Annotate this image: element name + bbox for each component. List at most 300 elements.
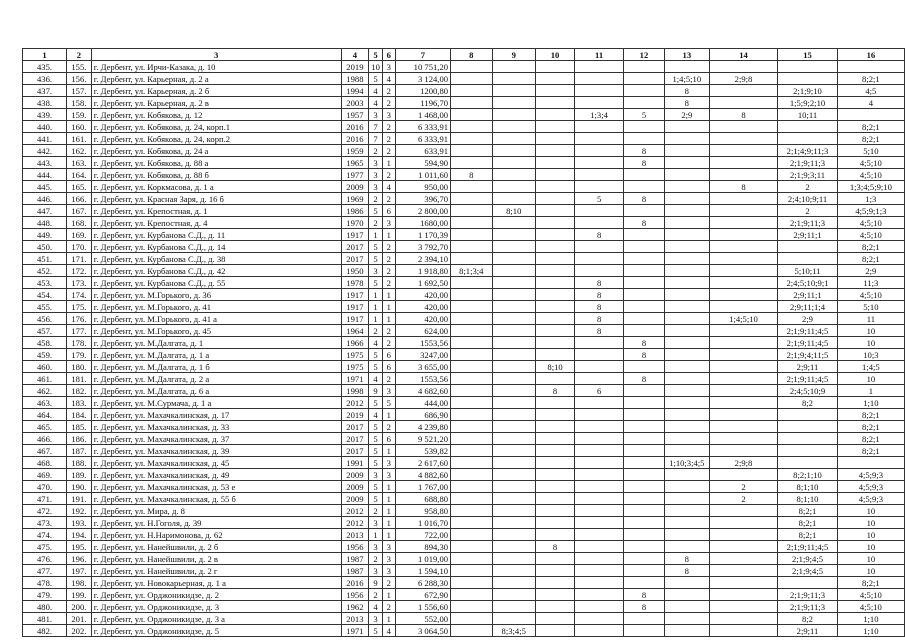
table-cell: 1 xyxy=(382,313,395,325)
table-cell: 1 556,60 xyxy=(395,601,450,613)
table-cell: 473. xyxy=(23,517,67,529)
table-cell xyxy=(535,301,574,313)
table-cell xyxy=(664,325,709,337)
table-cell: 189. xyxy=(67,469,92,481)
table-cell: 442. xyxy=(23,145,67,157)
table-cell xyxy=(664,229,709,241)
table-row xyxy=(23,289,905,301)
table-cell: 446. xyxy=(23,193,67,205)
table-cell: 10 xyxy=(837,553,904,565)
table-cell: 8;2;1 xyxy=(837,445,904,457)
table-row xyxy=(23,613,905,625)
table-cell: 462. xyxy=(23,385,67,397)
table-cell xyxy=(575,421,624,433)
table-cell: 1 xyxy=(382,529,395,541)
table-cell: 463. xyxy=(23,397,67,409)
table-cell: 445. xyxy=(23,181,67,193)
table-cell xyxy=(535,229,574,241)
table-row xyxy=(23,97,905,109)
table-cell: 1;3;4 xyxy=(575,109,624,121)
table-cell xyxy=(492,85,535,97)
table-cell: 2019 xyxy=(341,409,369,421)
table-cell: 8 xyxy=(709,181,778,193)
table-cell xyxy=(709,253,778,265)
table-cell: 1 594,10 xyxy=(395,565,450,577)
table-cell: 2;1;9;3;11 xyxy=(778,169,837,181)
table-row xyxy=(23,61,905,73)
address-cell: г. Дербент, ул. Крепостная, д. 1 xyxy=(91,205,341,217)
address-cell: г. Дербент, ул. Нанейшвили, д. 2 б xyxy=(91,541,341,553)
table-cell xyxy=(575,409,624,421)
table-cell xyxy=(709,625,778,637)
table-cell: 2;1;9;11;4;5 xyxy=(778,325,837,337)
table-cell xyxy=(624,289,665,301)
table-cell xyxy=(664,205,709,217)
table-cell xyxy=(624,481,665,493)
table-cell xyxy=(492,493,535,505)
table-cell: 164. xyxy=(67,169,92,181)
table-cell xyxy=(492,565,535,577)
table-cell: 8;10 xyxy=(492,205,535,217)
table-cell xyxy=(778,73,837,85)
table-cell: 179. xyxy=(67,349,92,361)
table-cell: 2 xyxy=(778,181,837,193)
column-header: 10 xyxy=(535,49,574,61)
column-header: 14 xyxy=(709,49,778,61)
table-cell: 176. xyxy=(67,313,92,325)
table-cell xyxy=(492,541,535,553)
table-cell: 180. xyxy=(67,361,92,373)
table-cell: 2009 xyxy=(341,469,369,481)
table-cell xyxy=(575,613,624,625)
table-cell xyxy=(709,553,778,565)
address-cell: г. Дербент, ул. Махачкалинская, д. 37 xyxy=(91,433,341,445)
table-cell xyxy=(778,421,837,433)
table-row xyxy=(23,481,905,493)
table-cell: 2 xyxy=(382,85,395,97)
table-cell: 162. xyxy=(67,145,92,157)
table-cell: 1975 xyxy=(341,349,369,361)
column-header: 5 xyxy=(369,49,383,61)
table-cell: 3 xyxy=(382,553,395,565)
address-cell: г. Дербент, ул. Кобякова, д. 12 xyxy=(91,109,341,121)
table-cell: 1 xyxy=(382,517,395,529)
address-cell: г. Дербент, ул. Красная Заря, д. 16 б xyxy=(91,193,341,205)
table-cell xyxy=(664,301,709,313)
table-cell: 1 xyxy=(382,229,395,241)
column-header: 12 xyxy=(624,49,665,61)
table-cell: 8;3;4;5 xyxy=(492,625,535,637)
table-cell xyxy=(535,217,574,229)
table-cell: 420,00 xyxy=(395,301,450,313)
table-cell: 2 xyxy=(382,133,395,145)
table-cell: 1 xyxy=(369,229,383,241)
table-cell: 594,90 xyxy=(395,157,450,169)
table-cell: 1956 xyxy=(341,589,369,601)
table-cell: 1959 xyxy=(341,145,369,157)
table-cell: 1 xyxy=(382,409,395,421)
table-cell xyxy=(451,97,492,109)
table-cell: 8 xyxy=(575,277,624,289)
table-cell xyxy=(451,541,492,553)
table-cell xyxy=(535,265,574,277)
table-cell: 2013 xyxy=(341,529,369,541)
table-cell xyxy=(709,133,778,145)
table-cell: 4;5;9;3 xyxy=(837,493,904,505)
table-cell xyxy=(664,385,709,397)
table-cell xyxy=(492,121,535,133)
table-cell xyxy=(624,565,665,577)
table-cell xyxy=(492,361,535,373)
table-cell xyxy=(535,277,574,289)
table-cell xyxy=(575,337,624,349)
table-cell: 722,00 xyxy=(395,529,450,541)
table-header xyxy=(23,49,905,61)
table-cell: 4;5;10 xyxy=(837,217,904,229)
table-cell: 186. xyxy=(67,433,92,445)
table-cell: 10;3 xyxy=(837,349,904,361)
table-cell: 4 xyxy=(382,181,395,193)
table-cell xyxy=(492,193,535,205)
table-cell: 3 xyxy=(369,265,383,277)
table-cell xyxy=(575,433,624,445)
table-row xyxy=(23,553,905,565)
table-cell: 1553,56 xyxy=(395,337,450,349)
address-cell: г. Дербент, ул. Нанейшвили, д. 2 в xyxy=(91,553,341,565)
column-header: 16 xyxy=(837,49,904,61)
table-cell xyxy=(535,493,574,505)
table-cell: 4 239,80 xyxy=(395,421,450,433)
table-cell xyxy=(535,241,574,253)
address-cell: г. Дербент, ул. М.Далгата, д. 1 а xyxy=(91,349,341,361)
table-cell xyxy=(624,325,665,337)
table-cell: 8 xyxy=(624,589,665,601)
table-cell: 461. xyxy=(23,373,67,385)
table-cell xyxy=(664,445,709,457)
table-cell xyxy=(492,145,535,157)
table-cell: 2 xyxy=(369,217,383,229)
table-cell: 5 xyxy=(369,433,383,445)
address-cell: г. Дербент, ул. Махачкалинская, д. 55 б xyxy=(91,493,341,505)
table-cell: 8 xyxy=(709,109,778,121)
table-cell: 2;9;11;1 xyxy=(778,289,837,301)
table-cell xyxy=(535,325,574,337)
table-cell xyxy=(451,253,492,265)
table-cell xyxy=(535,349,574,361)
table-cell xyxy=(664,193,709,205)
table-cell: 1 170,39 xyxy=(395,229,450,241)
table-cell: 672,90 xyxy=(395,589,450,601)
column-header: 11 xyxy=(575,49,624,61)
table-cell xyxy=(535,481,574,493)
table-cell xyxy=(492,337,535,349)
table-cell: 8;2;1 xyxy=(837,421,904,433)
table-row xyxy=(23,169,905,181)
table-cell: 1991 xyxy=(341,457,369,469)
table-cell: 199. xyxy=(67,589,92,601)
table-row xyxy=(23,409,905,421)
table-cell: 2 xyxy=(369,589,383,601)
table-cell: 1 692,50 xyxy=(395,277,450,289)
table-cell xyxy=(492,409,535,421)
table-cell xyxy=(778,121,837,133)
table-cell xyxy=(778,433,837,445)
table-cell: 5 xyxy=(369,421,383,433)
table-cell xyxy=(451,73,492,85)
table-cell xyxy=(709,217,778,229)
table-cell: 1;4;5;10 xyxy=(709,313,778,325)
table-cell: 172. xyxy=(67,265,92,277)
table-cell: 2012 xyxy=(341,517,369,529)
table-cell xyxy=(492,433,535,445)
table-cell: 184. xyxy=(67,409,92,421)
table-cell: 2;1;9;11;3 xyxy=(778,589,837,601)
table-cell: 2 xyxy=(709,481,778,493)
table-cell: 4;5;9;3 xyxy=(837,469,904,481)
table-cell xyxy=(451,121,492,133)
table-cell: 8 xyxy=(535,541,574,553)
table-cell: 8;1;10 xyxy=(778,481,837,493)
table-cell: 3 xyxy=(369,469,383,481)
table-cell: 2 xyxy=(382,253,395,265)
table-cell: 420,00 xyxy=(395,313,450,325)
table-cell xyxy=(575,373,624,385)
table-cell: 1988 xyxy=(341,73,369,85)
table-row xyxy=(23,133,905,145)
table-cell: 200. xyxy=(67,601,92,613)
table-cell xyxy=(709,433,778,445)
table-cell xyxy=(535,469,574,481)
table-cell xyxy=(535,169,574,181)
table-cell xyxy=(624,433,665,445)
table-cell xyxy=(664,433,709,445)
table-cell: 10 xyxy=(837,565,904,577)
table-cell xyxy=(624,205,665,217)
table-cell: 2;9;8 xyxy=(709,73,778,85)
table-cell xyxy=(778,577,837,589)
table-row xyxy=(23,241,905,253)
table-cell: 4 xyxy=(382,73,395,85)
table-cell: 2 xyxy=(382,601,395,613)
table-cell: 2 xyxy=(369,325,383,337)
table-cell: 474. xyxy=(23,529,67,541)
address-cell: г. Дербент, ул. Орджоникидзе, д. 2 xyxy=(91,589,341,601)
table-cell: 1978 xyxy=(341,277,369,289)
address-cell: г. Дербент, ул. Кобякова, д. 24 а xyxy=(91,145,341,157)
table-cell: 3 xyxy=(369,565,383,577)
table-cell xyxy=(535,337,574,349)
table-cell xyxy=(664,505,709,517)
table-cell xyxy=(664,517,709,529)
table-cell: 158. xyxy=(67,97,92,109)
table-cell: 475. xyxy=(23,541,67,553)
table-cell xyxy=(778,253,837,265)
table-cell xyxy=(492,241,535,253)
table-cell: 9 521,20 xyxy=(395,433,450,445)
table-cell xyxy=(575,241,624,253)
table-cell: 1 xyxy=(382,493,395,505)
table-cell: 450. xyxy=(23,241,67,253)
table-cell: 6 333,91 xyxy=(395,133,450,145)
table-cell: 3 xyxy=(369,109,383,121)
table-cell: 633,91 xyxy=(395,145,450,157)
table-cell xyxy=(535,193,574,205)
table-cell: 4;5;10 xyxy=(837,601,904,613)
table-cell: 185. xyxy=(67,421,92,433)
address-cell: г. Дербент, ул. Орджоникидзе, д. 3 xyxy=(91,601,341,613)
table-cell: 1977 xyxy=(341,169,369,181)
table-cell xyxy=(535,589,574,601)
address-cell: г. Дербент, ул. Курбанова С.Д., д. 14 xyxy=(91,241,341,253)
address-cell: г. Дербент, ул. М.Сурмача, д. 1 а xyxy=(91,397,341,409)
table-row xyxy=(23,205,905,217)
table-cell: 10 xyxy=(837,541,904,553)
table-cell xyxy=(451,337,492,349)
table-cell xyxy=(451,229,492,241)
table-cell: 1917 xyxy=(341,229,369,241)
table-cell: 9 xyxy=(369,577,383,589)
table-cell: 2 xyxy=(382,193,395,205)
table-cell: 2 xyxy=(382,277,395,289)
table-cell: 436. xyxy=(23,73,67,85)
table-cell xyxy=(535,289,574,301)
table-cell xyxy=(535,445,574,457)
table-row xyxy=(23,193,905,205)
table-cell: 2 xyxy=(382,121,395,133)
table-cell: 3 792,70 xyxy=(395,241,450,253)
table-cell xyxy=(451,625,492,637)
table-cell: 481. xyxy=(23,613,67,625)
table-cell: 10 xyxy=(837,373,904,385)
table-cell: 1 xyxy=(382,505,395,517)
table-cell xyxy=(624,529,665,541)
table-cell: 8;2;1 xyxy=(837,121,904,133)
table-row xyxy=(23,565,905,577)
table-row xyxy=(23,109,905,121)
table-cell xyxy=(575,493,624,505)
table-cell: 471. xyxy=(23,493,67,505)
table-row xyxy=(23,145,905,157)
table-cell: 2013 xyxy=(341,613,369,625)
table-row xyxy=(23,325,905,337)
table-cell xyxy=(575,217,624,229)
table-row xyxy=(23,313,905,325)
table-cell xyxy=(709,301,778,313)
table-cell xyxy=(451,157,492,169)
table-cell: 4 xyxy=(382,625,395,637)
table-cell xyxy=(451,517,492,529)
table-cell xyxy=(624,181,665,193)
housing-table xyxy=(22,48,905,637)
table-cell: 552,00 xyxy=(395,613,450,625)
address-cell: г. Дербент, ул. Кобякова, д. 88 а xyxy=(91,157,341,169)
table-cell: 2 394,10 xyxy=(395,253,450,265)
table-cell xyxy=(624,457,665,469)
table-cell: 159. xyxy=(67,109,92,121)
table-cell: 454. xyxy=(23,289,67,301)
table-cell: 8 xyxy=(664,85,709,97)
table-cell xyxy=(535,181,574,193)
address-cell: г. Дербент, ул. М.Далгата, д. 1 xyxy=(91,337,341,349)
table-cell xyxy=(575,169,624,181)
table-row xyxy=(23,421,905,433)
address-cell: г. Дербент, ул. Кобякова, д. 24, корп.1 xyxy=(91,121,341,133)
table-cell: 1 xyxy=(382,157,395,169)
table-cell xyxy=(709,361,778,373)
table-cell: 4;5;10 xyxy=(837,289,904,301)
table-cell xyxy=(664,349,709,361)
table-cell xyxy=(709,409,778,421)
table-cell xyxy=(778,457,837,469)
table-cell: 3 xyxy=(369,181,383,193)
table-cell: 477. xyxy=(23,565,67,577)
table-cell: 5 xyxy=(369,253,383,265)
table-cell: 4;5;9;3 xyxy=(837,481,904,493)
table-cell: 8 xyxy=(535,385,574,397)
table-cell xyxy=(575,85,624,97)
address-cell: г. Дербент, ул. Кобякова, д. 24, корп.2 xyxy=(91,133,341,145)
table-cell: 1 xyxy=(382,289,395,301)
table-cell xyxy=(492,61,535,73)
table-cell xyxy=(664,481,709,493)
table-cell: 2 800,00 xyxy=(395,205,450,217)
table-row xyxy=(23,265,905,277)
table-cell xyxy=(624,85,665,97)
table-cell: 1200,80 xyxy=(395,85,450,97)
table-cell xyxy=(535,97,574,109)
table-cell: 2 xyxy=(382,265,395,277)
table-cell xyxy=(664,277,709,289)
address-cell: г. Дербент, ул. М.Горького, д. 36 xyxy=(91,289,341,301)
table-cell: 2;4;5;10;9;1 xyxy=(778,277,837,289)
table-cell xyxy=(492,349,535,361)
table-cell: 5 xyxy=(369,397,383,409)
table-cell: 470. xyxy=(23,481,67,493)
table-cell: 1950 xyxy=(341,265,369,277)
table-cell: 455. xyxy=(23,301,67,313)
table-cell: 2016 xyxy=(341,577,369,589)
table-cell: 3 xyxy=(369,541,383,553)
table-cell: 2012 xyxy=(341,505,369,517)
table-cell: 10 xyxy=(369,61,383,73)
table-cell: 178. xyxy=(67,337,92,349)
table-row xyxy=(23,457,905,469)
table-cell: 8 xyxy=(664,97,709,109)
table-cell: 181. xyxy=(67,373,92,385)
table-cell: 2 xyxy=(778,205,837,217)
table-cell: 449. xyxy=(23,229,67,241)
table-cell: 1680,00 xyxy=(395,217,450,229)
table-cell xyxy=(492,517,535,529)
table-cell xyxy=(624,421,665,433)
table-cell: 1553,56 xyxy=(395,373,450,385)
table-cell xyxy=(709,373,778,385)
table-row xyxy=(23,493,905,505)
table-cell: 1 xyxy=(369,313,383,325)
table-cell xyxy=(664,253,709,265)
table-cell: 8;2;1 xyxy=(837,577,904,589)
table-cell: 3 xyxy=(382,565,395,577)
table-cell xyxy=(492,277,535,289)
table-cell: 624,00 xyxy=(395,325,450,337)
table-cell: 171. xyxy=(67,253,92,265)
address-cell: г. Дербент, ул. Махачкалинская, д. 45 xyxy=(91,457,341,469)
table-cell xyxy=(575,517,624,529)
address-cell: г. Дербент, ул. Карьерная, д. 2 в xyxy=(91,97,341,109)
table-cell xyxy=(492,289,535,301)
table-cell xyxy=(451,349,492,361)
table-cell: 438. xyxy=(23,97,67,109)
